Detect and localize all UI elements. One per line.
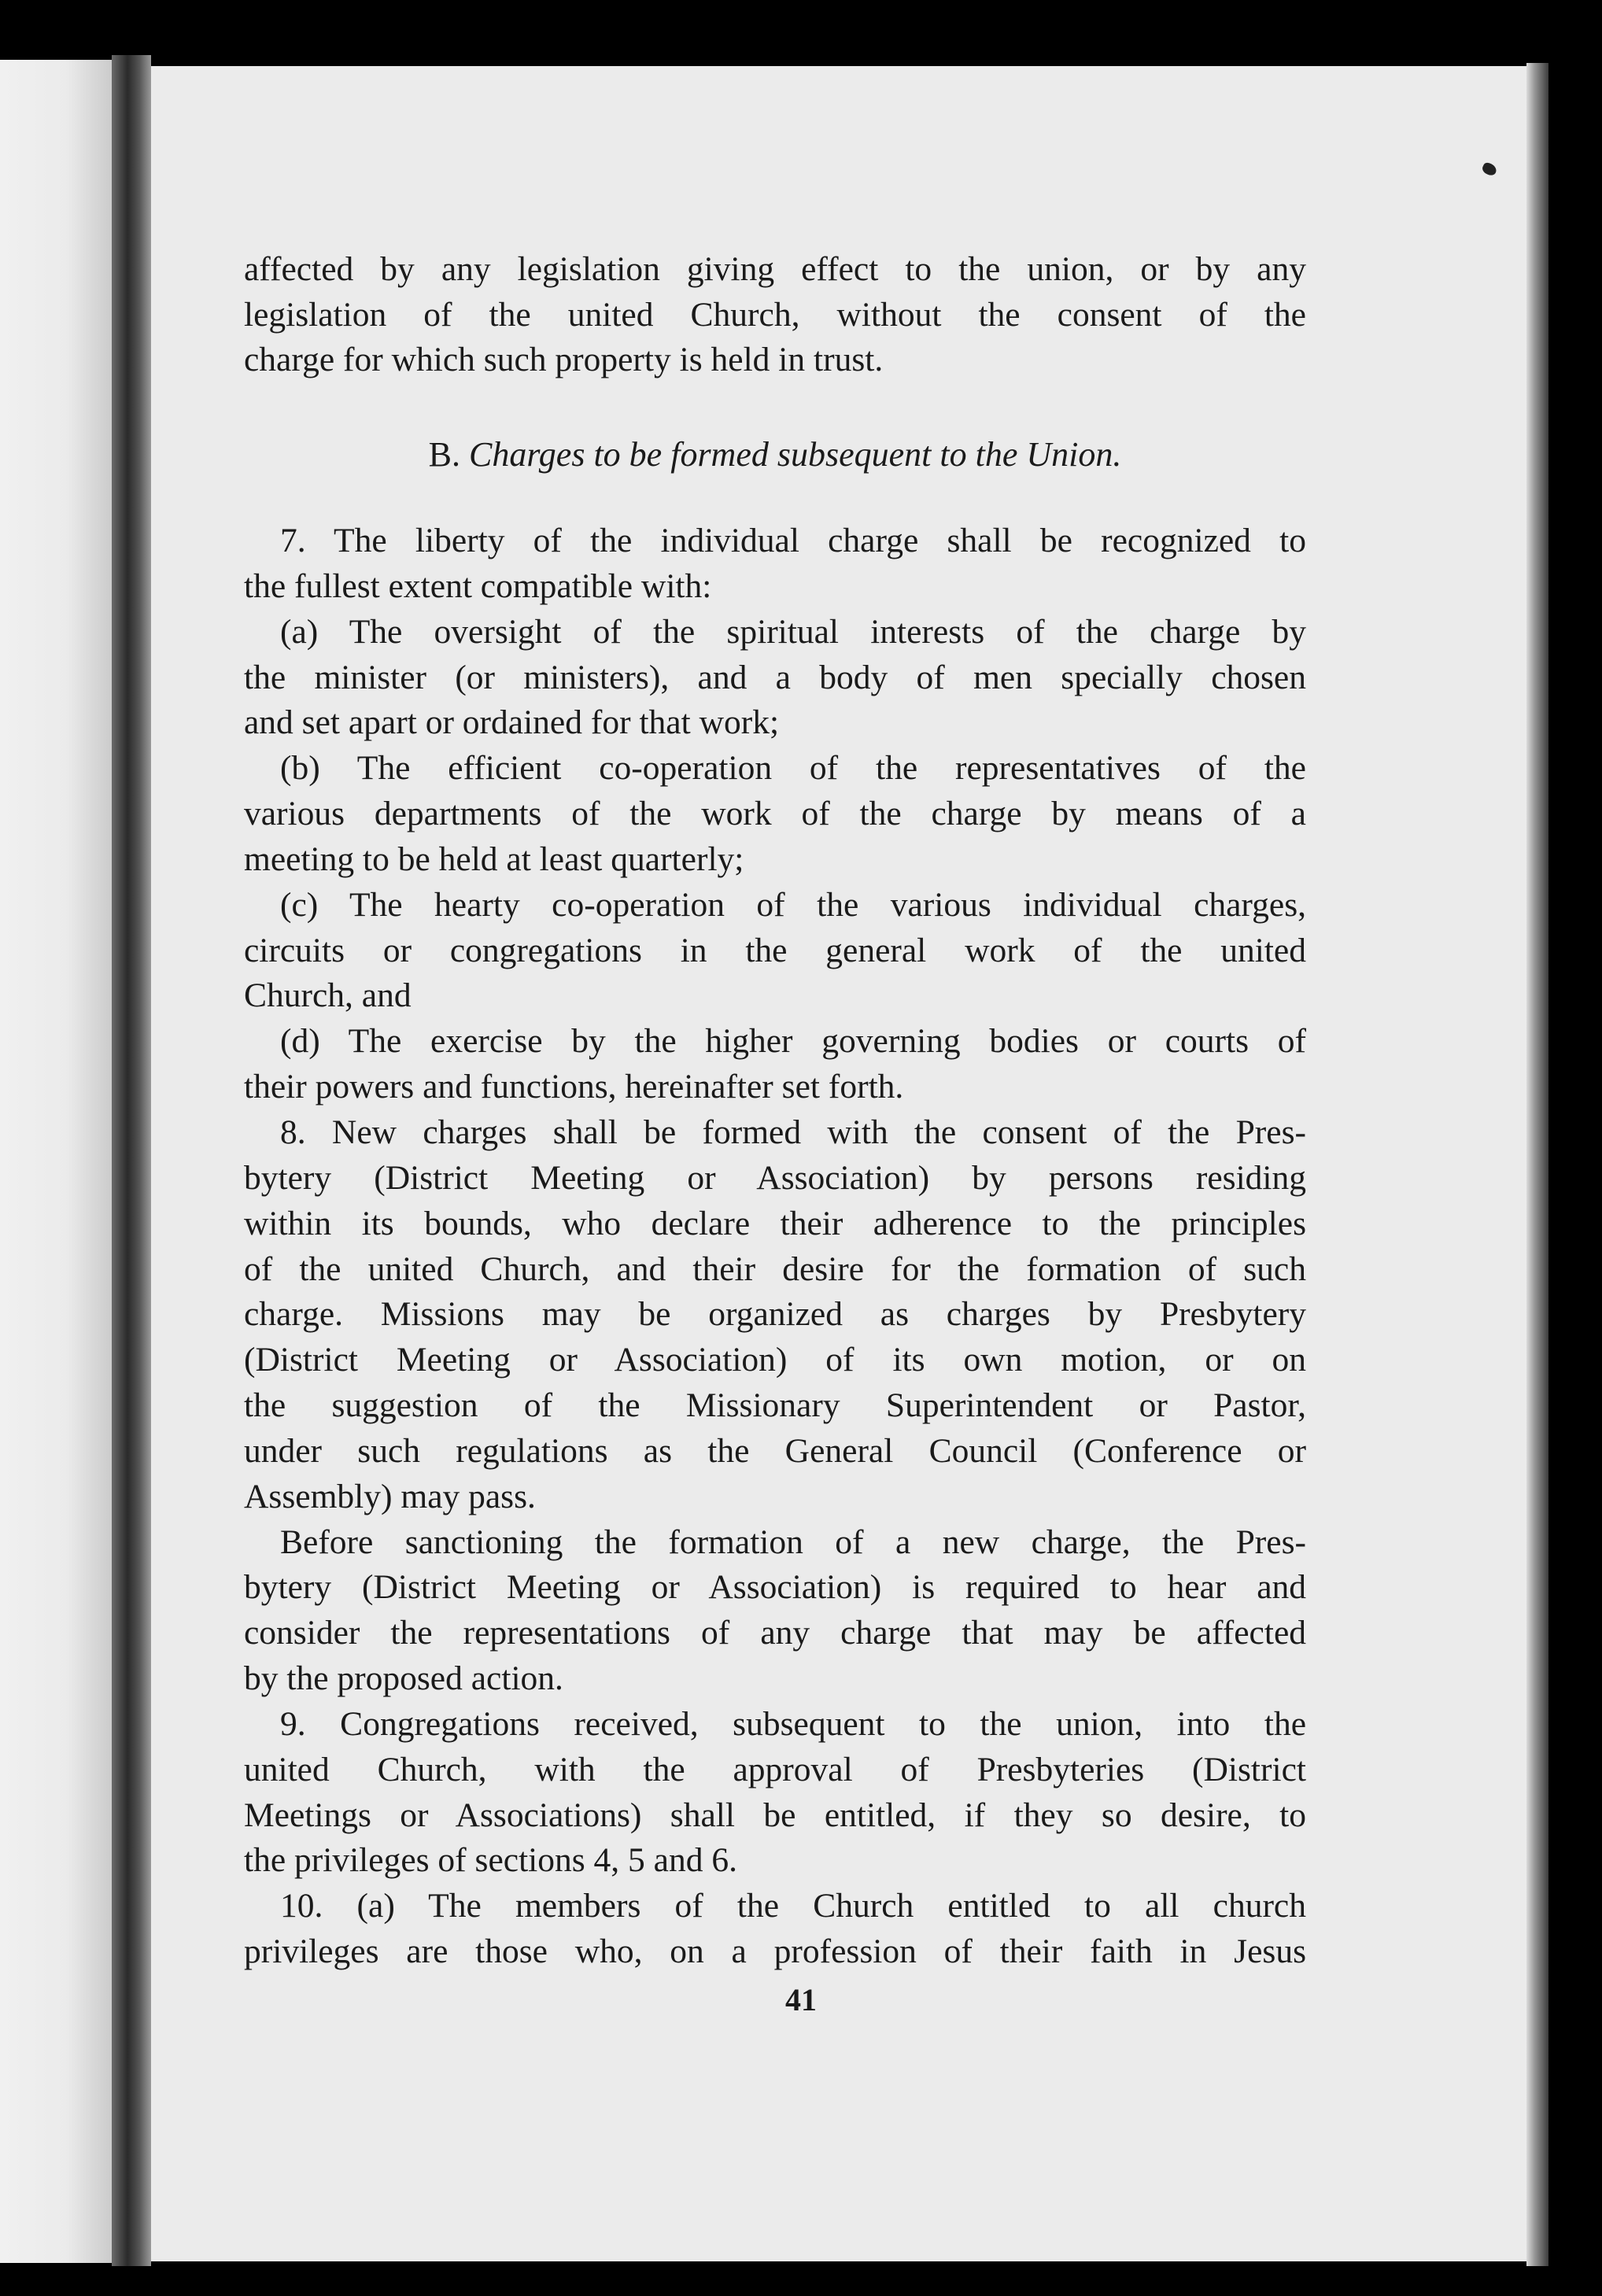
book-gutter: [112, 55, 151, 2266]
text-line: the privileges of sections 4, 5 and 6.: [244, 1841, 737, 1880]
text-line: charge for which such property is held in trust.: [244, 341, 884, 378]
section-letter: B.: [428, 435, 460, 474]
text-line: Assembly) may pass.: [244, 1477, 536, 1515]
text-line: by the proposed action.: [244, 1659, 563, 1698]
section-title: Charges to be formed subsequent to the Union.: [468, 435, 1122, 474]
text-line: of the united Church, and their desire for the formation of such: [244, 1250, 1306, 1288]
text-line: privileges are those who, on a profession of their faith in Jesus: [244, 1932, 1306, 1971]
text-line: various departments of the work of the charge by means of a: [244, 795, 1306, 833]
body-text: [244, 519, 1306, 1975]
page-number: 41: [785, 1982, 817, 2017]
text-line: the minister (or ministers), and a body of men specially chosen: [244, 658, 1306, 696]
text-line: circuits or congregations in the general work of the united: [244, 931, 1306, 969]
text-line: united Church, with the approval of Presbyteries (District: [244, 1750, 1306, 1788]
text-line: (District Meeting or Association) of its own motion, or on: [244, 1341, 1306, 1379]
text-line: and set apart or ordained for that work;: [244, 703, 780, 742]
section-heading: [244, 434, 1306, 474]
text-line: the fullest extent compatible with:: [244, 567, 712, 605]
continuation-paragraph: [244, 247, 1306, 383]
text-line: Before sanctioning the formation of a new charge, the Pres-: [280, 1523, 1306, 1561]
text-line: consider the representations of any charge that may be affected: [244, 1614, 1306, 1652]
text-line: (a) The oversight of the spiritual interests of the charge by: [280, 612, 1306, 651]
text-line: within its bounds, who declare their adherence to the principles: [244, 1204, 1306, 1242]
page-right-edge: [1526, 63, 1548, 2266]
text-line: affected by any legislation giving effect to the union, or by any: [244, 250, 1306, 288]
text-line: (d) The exercise by the higher governing bodies or courts of: [280, 1022, 1306, 1061]
text-line: 8. New charges shall be formed with the consent of the Pres-: [280, 1113, 1306, 1151]
text-line: 9. Congregations received, subsequent to the union, into the: [280, 1704, 1306, 1743]
text-line: their powers and functions, hereinafter set forth.: [244, 1068, 904, 1106]
text-line: bytery (District Meeting or Association) is required to hear and: [244, 1568, 1306, 1607]
text-line: under such regulations as the General Council (Conference or: [244, 1431, 1306, 1470]
text-line: bytery (District Meeting or Association) by persons residing: [244, 1158, 1306, 1197]
text-line: Meetings or Associations) shall be entitled, if they so desire, to: [244, 1796, 1306, 1834]
text-line: 10. (a) The members of the Church entitled to all church: [280, 1887, 1306, 1925]
text-line: the suggestion of the Missionary Superintendent or Pastor,: [244, 1386, 1306, 1425]
text-line: legislation of the united Church, without the consent of the: [244, 295, 1306, 334]
text-line: Church, and: [244, 976, 412, 1015]
text-line: charge. Missions may be organized as charges by Presbytery: [244, 1295, 1306, 1334]
text-line: (b) The efficient co-operation of the representatives of the: [280, 749, 1306, 788]
text-line: meeting to be held at least quarterly;: [244, 840, 744, 878]
text-line: 7. The liberty of the individual charge shall be recognized to: [280, 522, 1306, 559]
text-line: (c) The hearty co-operation of the various individual charges,: [280, 885, 1306, 924]
